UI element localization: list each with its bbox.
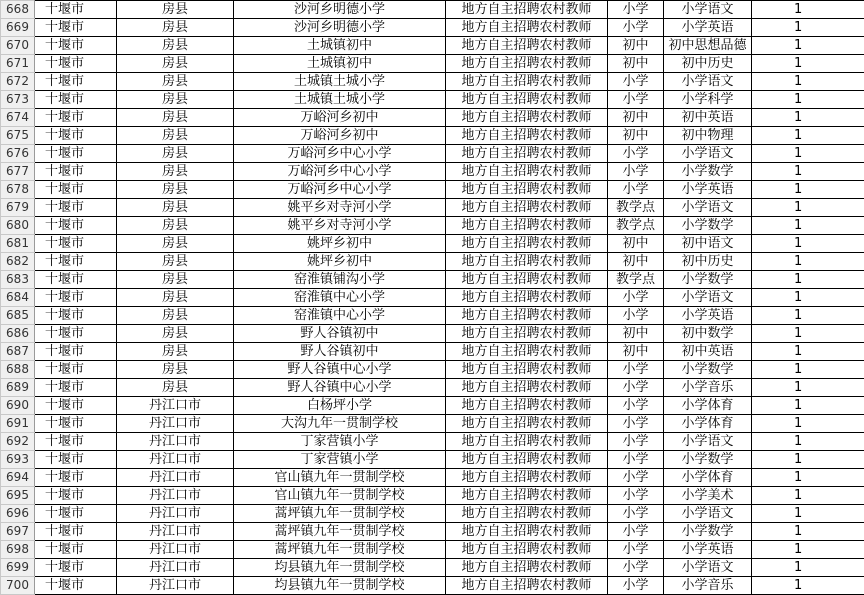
row-number[interactable]: 683: [1, 271, 35, 289]
row-number[interactable]: 686: [1, 325, 35, 343]
recruit-type-cell[interactable]: 地方自主招聘农村教师: [446, 1, 608, 19]
county-cell[interactable]: 房县: [117, 361, 234, 379]
row-number[interactable]: 697: [1, 523, 35, 541]
row-number[interactable]: 670: [1, 37, 35, 55]
city-cell[interactable]: 十堰市: [35, 163, 117, 181]
count-cell[interactable]: 1: [752, 145, 864, 163]
recruit-type-cell[interactable]: 地方自主招聘农村教师: [446, 271, 608, 289]
level-cell[interactable]: 小学: [608, 289, 664, 307]
row-number[interactable]: 687: [1, 343, 35, 361]
row-number[interactable]: 680: [1, 217, 35, 235]
recruit-type-cell[interactable]: 地方自主招聘农村教师: [446, 127, 608, 145]
table-row: [1, 217, 864, 235]
school-cell[interactable]: 沙河乡明德小学: [234, 19, 446, 37]
subject-cell[interactable]: 小学数学: [664, 451, 752, 469]
count-cell[interactable]: 1: [752, 19, 864, 37]
city-cell[interactable]: 十堰市: [35, 343, 117, 361]
subject-cell[interactable]: 小学语文: [664, 559, 752, 577]
count-cell[interactable]: 1: [752, 289, 864, 307]
recruit-type-cell[interactable]: 地方自主招聘农村教师: [446, 307, 608, 325]
table-row: [1, 325, 864, 343]
city-cell[interactable]: 十堰市: [35, 433, 117, 451]
recruit-type-cell[interactable]: 地方自主招聘农村教师: [446, 163, 608, 181]
school-cell[interactable]: 官山镇九年一贯制学校: [234, 469, 446, 487]
row-number[interactable]: 692: [1, 433, 35, 451]
school-cell[interactable]: 窑淮镇铺沟小学: [234, 271, 446, 289]
table-row: [1, 433, 864, 451]
level-cell[interactable]: 教学点: [608, 199, 664, 217]
city-cell[interactable]: 十堰市: [35, 55, 117, 73]
school-cell[interactable]: 万峪河乡中心小学: [234, 163, 446, 181]
subject-cell[interactable]: 小学科学: [664, 91, 752, 109]
subject-cell[interactable]: 小学体育: [664, 397, 752, 415]
table-row: [1, 307, 864, 325]
city-cell[interactable]: 十堰市: [35, 253, 117, 271]
school-cell[interactable]: 野人谷镇初中: [234, 343, 446, 361]
city-cell[interactable]: 十堰市: [35, 91, 117, 109]
city-cell[interactable]: 十堰市: [35, 199, 117, 217]
level-cell[interactable]: 小学: [608, 433, 664, 451]
table-row: [1, 451, 864, 469]
count-cell[interactable]: 1: [752, 109, 864, 127]
level-cell[interactable]: 小学: [608, 451, 664, 469]
count-cell[interactable]: 1: [752, 253, 864, 271]
county-cell[interactable]: 房县: [117, 73, 234, 91]
count-cell[interactable]: 1: [752, 577, 864, 595]
table-row: [1, 487, 864, 505]
recruit-type-cell[interactable]: 地方自主招聘农村教师: [446, 487, 608, 505]
row-number[interactable]: 673: [1, 91, 35, 109]
school-cell[interactable]: 姚坪乡初中: [234, 253, 446, 271]
county-cell[interactable]: 丹江口市: [117, 577, 234, 595]
city-cell[interactable]: 十堰市: [35, 73, 117, 91]
table-row: [1, 343, 864, 361]
county-cell[interactable]: 丹江口市: [117, 433, 234, 451]
count-cell[interactable]: 1: [752, 55, 864, 73]
school-cell[interactable]: 丁家营镇小学: [234, 451, 446, 469]
recruit-type-cell[interactable]: 地方自主招聘农村教师: [446, 55, 608, 73]
level-cell[interactable]: 初中: [608, 109, 664, 127]
school-cell[interactable]: 均县镇九年一贯制学校: [234, 577, 446, 595]
county-cell[interactable]: 房县: [117, 181, 234, 199]
count-cell[interactable]: 1: [752, 433, 864, 451]
row-number[interactable]: 684: [1, 289, 35, 307]
row-number[interactable]: 695: [1, 487, 35, 505]
table-row: [1, 577, 864, 595]
city-cell[interactable]: 十堰市: [35, 145, 117, 163]
count-cell[interactable]: 1: [752, 271, 864, 289]
subject-cell[interactable]: 小学英语: [664, 181, 752, 199]
table-row: [1, 397, 864, 415]
recruit-type-cell[interactable]: 地方自主招聘农村教师: [446, 523, 608, 541]
city-cell[interactable]: 十堰市: [35, 523, 117, 541]
city-cell[interactable]: 十堰市: [35, 37, 117, 55]
subject-cell[interactable]: 小学音乐: [664, 577, 752, 595]
level-cell[interactable]: 小学: [608, 1, 664, 19]
school-cell[interactable]: 万峪河乡初中: [234, 127, 446, 145]
row-number[interactable]: 678: [1, 181, 35, 199]
subject-cell[interactable]: 小学语文: [664, 1, 752, 19]
recruit-type-cell[interactable]: 地方自主招聘农村教师: [446, 19, 608, 37]
city-cell[interactable]: 十堰市: [35, 505, 117, 523]
level-cell[interactable]: 小学: [608, 577, 664, 595]
level-cell[interactable]: 小学: [608, 559, 664, 577]
school-cell[interactable]: 均县镇九年一贯制学校: [234, 559, 446, 577]
city-cell[interactable]: 十堰市: [35, 271, 117, 289]
school-cell[interactable]: 大沟九年一贯制学校: [234, 415, 446, 433]
subject-cell[interactable]: 小学英语: [664, 19, 752, 37]
city-cell[interactable]: 十堰市: [35, 109, 117, 127]
subject-cell[interactable]: 小学体育: [664, 415, 752, 433]
subject-cell[interactable]: 小学语文: [664, 145, 752, 163]
count-cell[interactable]: 1: [752, 127, 864, 145]
school-cell[interactable]: 姚平乡对寺河小学: [234, 217, 446, 235]
table-row: [1, 415, 864, 433]
county-cell[interactable]: 丹江口市: [117, 505, 234, 523]
level-cell[interactable]: 小学: [608, 145, 664, 163]
count-cell[interactable]: 1: [752, 523, 864, 541]
count-cell[interactable]: 1: [752, 541, 864, 559]
row-number[interactable]: 688: [1, 361, 35, 379]
recruit-type-cell[interactable]: 地方自主招聘农村教师: [446, 343, 608, 361]
county-cell[interactable]: 房县: [117, 217, 234, 235]
row-number[interactable]: 679: [1, 199, 35, 217]
row-number[interactable]: 691: [1, 415, 35, 433]
table-row: [1, 469, 864, 487]
count-cell[interactable]: 1: [752, 559, 864, 577]
count-cell[interactable]: 1: [752, 181, 864, 199]
row-number[interactable]: 672: [1, 73, 35, 91]
school-cell[interactable]: 万峪河乡初中: [234, 109, 446, 127]
row-number[interactable]: 699: [1, 559, 35, 577]
count-cell[interactable]: 1: [752, 379, 864, 397]
city-cell[interactable]: 十堰市: [35, 361, 117, 379]
county-cell[interactable]: 房县: [117, 325, 234, 343]
level-cell[interactable]: 小学: [608, 505, 664, 523]
count-cell[interactable]: 1: [752, 307, 864, 325]
recruit-type-cell[interactable]: 地方自主招聘农村教师: [446, 235, 608, 253]
recruit-type-cell[interactable]: 地方自主招聘农村教师: [446, 199, 608, 217]
county-cell[interactable]: 房县: [117, 109, 234, 127]
recruit-type-cell[interactable]: 地方自主招聘农村教师: [446, 181, 608, 199]
subject-cell[interactable]: 小学语文: [664, 289, 752, 307]
level-cell[interactable]: 教学点: [608, 271, 664, 289]
table-row: [1, 55, 864, 73]
count-cell[interactable]: 1: [752, 163, 864, 181]
level-cell[interactable]: 小学: [608, 361, 664, 379]
level-cell[interactable]: 初中: [608, 55, 664, 73]
county-cell[interactable]: 房县: [117, 253, 234, 271]
table-row: [1, 127, 864, 145]
count-cell[interactable]: 1: [752, 217, 864, 235]
row-number[interactable]: 669: [1, 19, 35, 37]
city-cell[interactable]: 十堰市: [35, 19, 117, 37]
table-row: [1, 19, 864, 37]
county-cell[interactable]: 房县: [117, 91, 234, 109]
school-cell[interactable]: 沙河乡明德小学: [234, 1, 446, 19]
recruit-type-cell[interactable]: 地方自主招聘农村教师: [446, 145, 608, 163]
county-cell[interactable]: 房县: [117, 163, 234, 181]
recruit-type-cell[interactable]: 地方自主招聘农村教师: [446, 577, 608, 595]
county-cell[interactable]: 房县: [117, 37, 234, 55]
subject-cell[interactable]: 初中英语: [664, 343, 752, 361]
recruit-type-cell[interactable]: 地方自主招聘农村教师: [446, 91, 608, 109]
school-cell[interactable]: 土城镇初中: [234, 55, 446, 73]
level-cell[interactable]: 小学: [608, 19, 664, 37]
recruit-type-cell[interactable]: 地方自主招聘农村教师: [446, 361, 608, 379]
row-number[interactable]: 690: [1, 397, 35, 415]
row-number[interactable]: 689: [1, 379, 35, 397]
subject-cell[interactable]: 小学数学: [664, 217, 752, 235]
county-cell[interactable]: 房县: [117, 145, 234, 163]
table-row: [1, 199, 864, 217]
table-row: [1, 541, 864, 559]
recruit-type-cell[interactable]: 地方自主招聘农村教师: [446, 289, 608, 307]
recruit-type-cell[interactable]: 地方自主招聘农村教师: [446, 415, 608, 433]
count-cell[interactable]: 1: [752, 361, 864, 379]
school-cell[interactable]: 窑淮镇中心小学: [234, 307, 446, 325]
subject-cell[interactable]: 初中物理: [664, 127, 752, 145]
count-cell[interactable]: 1: [752, 469, 864, 487]
count-cell[interactable]: 1: [752, 343, 864, 361]
county-cell[interactable]: 房县: [117, 307, 234, 325]
row-number[interactable]: 668: [1, 1, 35, 19]
recruit-type-cell[interactable]: 地方自主招聘农村教师: [446, 253, 608, 271]
subject-cell[interactable]: 初中语文: [664, 235, 752, 253]
subject-cell[interactable]: 小学美术: [664, 487, 752, 505]
table-row: [1, 559, 864, 577]
table-row: [1, 145, 864, 163]
count-cell[interactable]: 1: [752, 451, 864, 469]
school-cell[interactable]: 白杨坪小学: [234, 397, 446, 415]
count-cell[interactable]: 1: [752, 325, 864, 343]
recruit-type-cell[interactable]: 地方自主招聘农村教师: [446, 559, 608, 577]
school-cell[interactable]: 土城镇土城小学: [234, 73, 446, 91]
table-row: [1, 289, 864, 307]
level-cell[interactable]: 小学: [608, 469, 664, 487]
table-row: [1, 271, 864, 289]
school-cell[interactable]: 野人谷镇中心小学: [234, 361, 446, 379]
subject-cell[interactable]: 初中历史: [664, 55, 752, 73]
subject-cell[interactable]: 小学语文: [664, 505, 752, 523]
county-cell[interactable]: 丹江口市: [117, 397, 234, 415]
recruit-type-cell[interactable]: 地方自主招聘农村教师: [446, 325, 608, 343]
county-cell[interactable]: 丹江口市: [117, 523, 234, 541]
school-cell[interactable]: 蒿坪镇九年一贯制学校: [234, 541, 446, 559]
subject-cell[interactable]: 初中历史: [664, 253, 752, 271]
recruit-type-cell[interactable]: 地方自主招聘农村教师: [446, 469, 608, 487]
school-cell[interactable]: 万峪河乡中心小学: [234, 181, 446, 199]
county-cell[interactable]: 丹江口市: [117, 451, 234, 469]
level-cell[interactable]: 小学: [608, 307, 664, 325]
row-number[interactable]: 671: [1, 55, 35, 73]
level-cell[interactable]: 小学: [608, 73, 664, 91]
recruit-type-cell[interactable]: 地方自主招聘农村教师: [446, 73, 608, 91]
city-cell[interactable]: 十堰市: [35, 541, 117, 559]
recruit-type-cell[interactable]: 地方自主招聘农村教师: [446, 397, 608, 415]
county-cell[interactable]: 房县: [117, 1, 234, 19]
level-cell[interactable]: 初中: [608, 325, 664, 343]
table-row: [1, 379, 864, 397]
city-cell[interactable]: 十堰市: [35, 307, 117, 325]
table-row: [1, 181, 864, 199]
table-row: [1, 37, 864, 55]
school-cell[interactable]: 窑淮镇中心小学: [234, 289, 446, 307]
table-row: [1, 505, 864, 523]
subject-cell[interactable]: 小学语文: [664, 73, 752, 91]
county-cell[interactable]: 房县: [117, 19, 234, 37]
row-number[interactable]: 674: [1, 109, 35, 127]
count-cell[interactable]: 1: [752, 415, 864, 433]
level-cell[interactable]: 初中: [608, 37, 664, 55]
subject-cell[interactable]: 小学数学: [664, 361, 752, 379]
city-cell[interactable]: 十堰市: [35, 487, 117, 505]
row-number[interactable]: 700: [1, 577, 35, 595]
subject-cell[interactable]: 小学音乐: [664, 379, 752, 397]
table-row: [1, 91, 864, 109]
county-cell[interactable]: 房县: [117, 235, 234, 253]
count-cell[interactable]: 1: [752, 199, 864, 217]
table-row: [1, 523, 864, 541]
level-cell[interactable]: 初中: [608, 235, 664, 253]
recruit-type-cell[interactable]: 地方自主招聘农村教师: [446, 451, 608, 469]
city-cell[interactable]: 十堰市: [35, 289, 117, 307]
subject-cell[interactable]: 初中英语: [664, 109, 752, 127]
city-cell[interactable]: 十堰市: [35, 325, 117, 343]
school-cell[interactable]: 土城镇初中: [234, 37, 446, 55]
level-cell[interactable]: 小学: [608, 181, 664, 199]
city-cell[interactable]: 十堰市: [35, 451, 117, 469]
table-row: [1, 109, 864, 127]
row-number[interactable]: 676: [1, 145, 35, 163]
row-number[interactable]: 681: [1, 235, 35, 253]
subject-cell[interactable]: 初中思想品德: [664, 37, 752, 55]
row-number[interactable]: 675: [1, 127, 35, 145]
table-row: [1, 361, 864, 379]
city-cell[interactable]: 十堰市: [35, 415, 117, 433]
count-cell[interactable]: 1: [752, 73, 864, 91]
recruit-type-cell[interactable]: 地方自主招聘农村教师: [446, 505, 608, 523]
level-cell[interactable]: 小学: [608, 91, 664, 109]
level-cell[interactable]: 初中: [608, 253, 664, 271]
county-cell[interactable]: 房县: [117, 271, 234, 289]
level-cell[interactable]: 小学: [608, 163, 664, 181]
city-cell[interactable]: 十堰市: [35, 127, 117, 145]
recruit-type-cell[interactable]: 地方自主招聘农村教师: [446, 379, 608, 397]
city-cell[interactable]: 十堰市: [35, 469, 117, 487]
county-cell[interactable]: 房县: [117, 289, 234, 307]
table-row: [1, 73, 864, 91]
level-cell[interactable]: 初中: [608, 127, 664, 145]
count-cell[interactable]: 1: [752, 1, 864, 19]
subject-cell[interactable]: 小学体育: [664, 469, 752, 487]
school-cell[interactable]: 土城镇土城小学: [234, 91, 446, 109]
city-cell[interactable]: 十堰市: [35, 235, 117, 253]
level-cell[interactable]: 小学: [608, 487, 664, 505]
count-cell[interactable]: 1: [752, 487, 864, 505]
city-cell[interactable]: 十堰市: [35, 397, 117, 415]
level-cell[interactable]: 小学: [608, 379, 664, 397]
row-number[interactable]: 693: [1, 451, 35, 469]
count-cell[interactable]: 1: [752, 37, 864, 55]
table-row: [1, 253, 864, 271]
table-row: [1, 163, 864, 181]
school-cell[interactable]: 野人谷镇初中: [234, 325, 446, 343]
subject-cell[interactable]: 小学数学: [664, 163, 752, 181]
city-cell[interactable]: 十堰市: [35, 577, 117, 595]
recruit-type-cell[interactable]: 地方自主招聘农村教师: [446, 217, 608, 235]
count-cell[interactable]: 1: [752, 397, 864, 415]
count-cell[interactable]: 1: [752, 505, 864, 523]
school-cell[interactable]: 蒿坪镇九年一贯制学校: [234, 505, 446, 523]
subject-cell[interactable]: 小学数学: [664, 271, 752, 289]
subject-cell[interactable]: 小学英语: [664, 307, 752, 325]
subject-cell[interactable]: 初中数学: [664, 325, 752, 343]
subject-cell[interactable]: 小学英语: [664, 541, 752, 559]
county-cell[interactable]: 丹江口市: [117, 469, 234, 487]
sheet-body: [1, 1, 864, 595]
city-cell[interactable]: 十堰市: [35, 217, 117, 235]
city-cell[interactable]: 十堰市: [35, 181, 117, 199]
county-cell[interactable]: 丹江口市: [117, 541, 234, 559]
city-cell[interactable]: 十堰市: [35, 559, 117, 577]
row-number[interactable]: 685: [1, 307, 35, 325]
subject-cell[interactable]: 小学数学: [664, 523, 752, 541]
county-cell[interactable]: 丹江口市: [117, 559, 234, 577]
level-cell[interactable]: 小学: [608, 523, 664, 541]
count-cell[interactable]: 1: [752, 235, 864, 253]
row-number[interactable]: 677: [1, 163, 35, 181]
school-cell[interactable]: 万峪河乡中心小学: [234, 145, 446, 163]
level-cell[interactable]: 小学: [608, 397, 664, 415]
recruit-type-cell[interactable]: 地方自主招聘农村教师: [446, 37, 608, 55]
level-cell[interactable]: 教学点: [608, 217, 664, 235]
county-cell[interactable]: 丹江口市: [117, 487, 234, 505]
city-cell[interactable]: 十堰市: [35, 1, 117, 19]
table-row: [1, 235, 864, 253]
school-cell[interactable]: 蒿坪镇九年一贯制学校: [234, 523, 446, 541]
row-number[interactable]: 694: [1, 469, 35, 487]
subject-cell[interactable]: 小学语文: [664, 199, 752, 217]
table-row: [1, 1, 864, 19]
school-cell[interactable]: 官山镇九年一贯制学校: [234, 487, 446, 505]
count-cell[interactable]: 1: [752, 91, 864, 109]
level-cell[interactable]: 初中: [608, 343, 664, 361]
county-cell[interactable]: 丹江口市: [117, 415, 234, 433]
school-cell[interactable]: 姚坪乡初中: [234, 235, 446, 253]
subject-cell[interactable]: 小学语文: [664, 433, 752, 451]
county-cell[interactable]: 房县: [117, 127, 234, 145]
county-cell[interactable]: 房县: [117, 199, 234, 217]
recruit-type-cell[interactable]: 地方自主招聘农村教师: [446, 109, 608, 127]
school-cell[interactable]: 野人谷镇中心小学: [234, 379, 446, 397]
county-cell[interactable]: 房县: [117, 343, 234, 361]
county-cell[interactable]: 房县: [117, 55, 234, 73]
row-number[interactable]: 696: [1, 505, 35, 523]
row-number[interactable]: 698: [1, 541, 35, 559]
city-cell[interactable]: 十堰市: [35, 379, 117, 397]
level-cell[interactable]: 小学: [608, 541, 664, 559]
row-number[interactable]: 682: [1, 253, 35, 271]
recruit-type-cell[interactable]: 地方自主招聘农村教师: [446, 541, 608, 559]
level-cell[interactable]: 小学: [608, 415, 664, 433]
school-cell[interactable]: 丁家营镇小学: [234, 433, 446, 451]
school-cell[interactable]: 姚平乡对寺河小学: [234, 199, 446, 217]
county-cell[interactable]: 房县: [117, 379, 234, 397]
recruit-type-cell[interactable]: 地方自主招聘农村教师: [446, 433, 608, 451]
